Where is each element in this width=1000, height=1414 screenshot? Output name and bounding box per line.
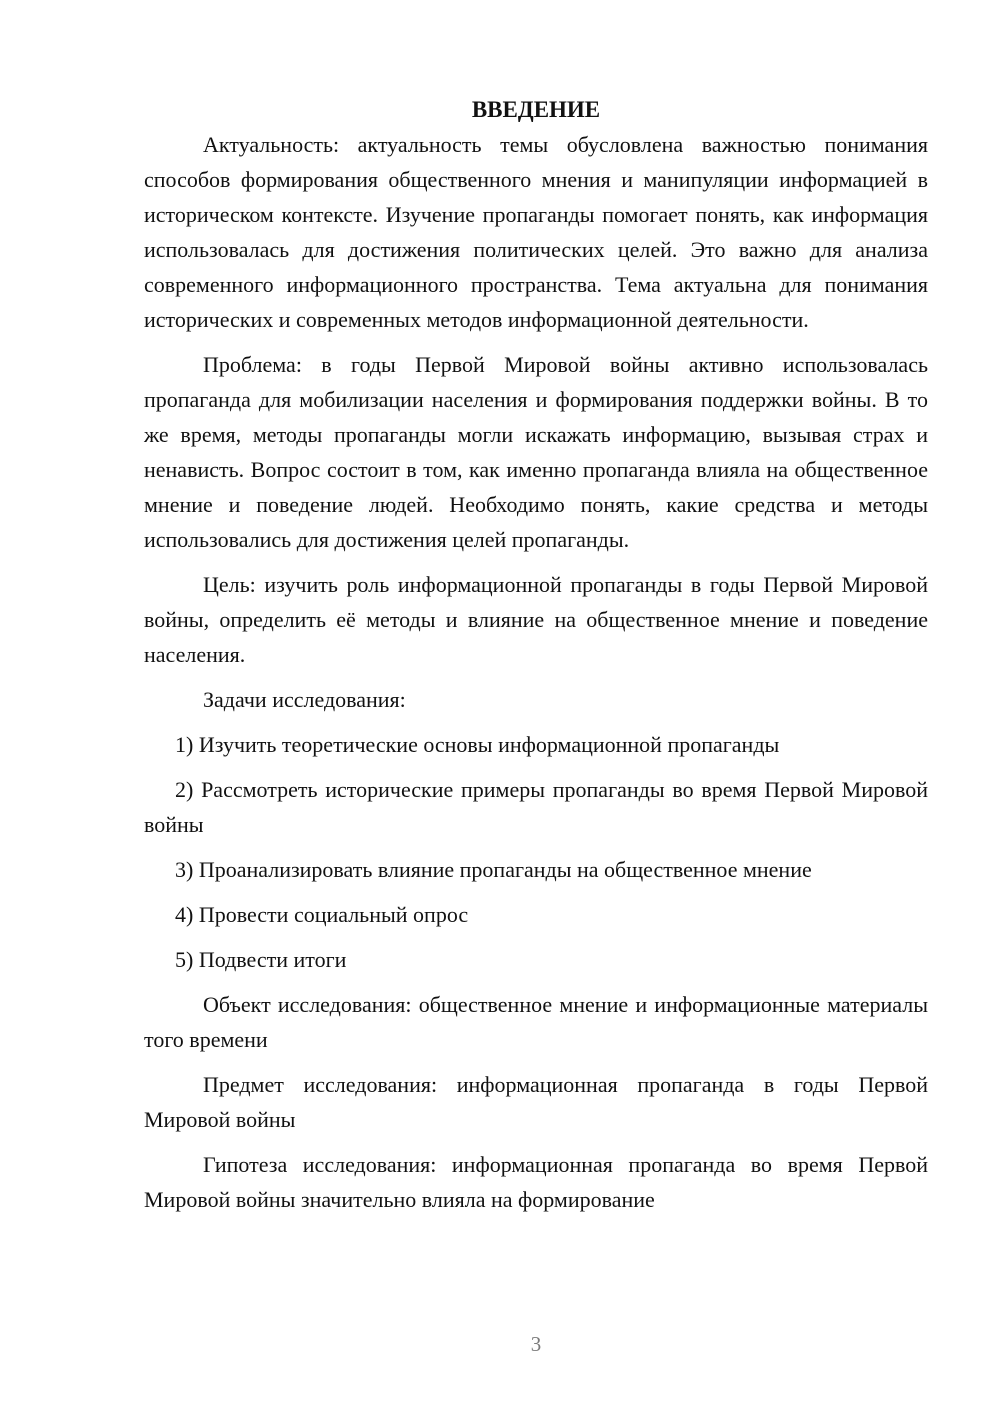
paragraph-subject: Предмет исследования: информационная пропаганда в годы Первой Мировой войны	[144, 1072, 928, 1132]
task-item: 2) Рассмотреть исторические примеры пропаганды во время Первой Мировой войны	[144, 777, 928, 837]
paragraph-relevance: Актуальность: актуальность темы обусловлена важностью понимания способов формирования общественного мнения и манипуляции информацией в историческом контексте. Изучение пропаганды помогает понять, как информация использовалась для достижения политических целей. Это важно для анализа современного информационного пространства. Тема актуальна для понимания исторических и современных методов информационной деятельности.	[144, 132, 928, 332]
tasks-heading: Задачи исследования:	[203, 687, 406, 712]
tasks-list	[144, 727, 928, 977]
page-content	[144, 92, 928, 1227]
page-title: ВВЕДЕНИЕ	[471, 97, 601, 122]
paragraph-object: Объект исследования: общественное мнение и информационные материалы того времени	[144, 992, 928, 1052]
task-item: 1) Изучить теоретические основы информационной пропаганды	[175, 732, 780, 757]
paragraph-hypothesis: Гипотеза исследования: информационная пропаганда во время Первой Мировой войны значительно влияла на формирование	[144, 1152, 928, 1212]
task-item: 3) Проанализировать влияние пропаганды на общественное мнение	[175, 857, 812, 882]
task-item: 4) Провести социальный опрос	[175, 902, 469, 927]
page-number: 3	[530, 1332, 542, 1356]
task-item: 5) Подвести итоги	[175, 947, 347, 972]
paragraph-goal: Цель: изучить роль информационной пропаганды в годы Первой Мировой войны, определить её методы и влияние на общественное мнение и поведение населения.	[144, 572, 928, 667]
paragraph-problem: Проблема: в годы Первой Мировой войны активно использовалась пропаганда для мобилизации населения и формирования поддержки войны. В то же время, методы пропаганды могли искажать информацию, вызывая страх и ненависть. Вопрос состоит в том, как именно пропаганда влияла на общественное мнение и поведение людей. Необходимо понять, какие средства и методы использовались для достижения целей пропаганды.	[144, 352, 928, 552]
